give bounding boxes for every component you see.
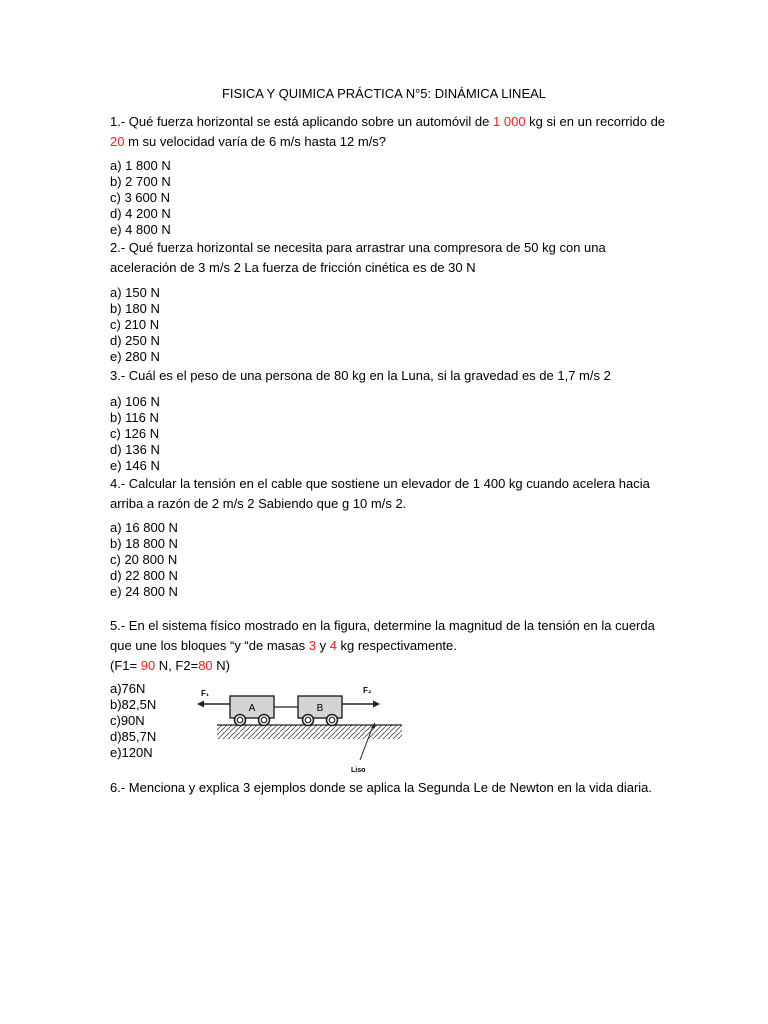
wheel-icon bbox=[327, 715, 338, 726]
q3-option: b) 116 N bbox=[110, 410, 159, 425]
q4-option: a) 16 800 N bbox=[110, 520, 178, 535]
q2-option: c) 210 N bbox=[110, 317, 160, 332]
q1-option: d) 4 200 N bbox=[110, 206, 171, 221]
q4-option: c) 20 800 N bbox=[110, 552, 178, 567]
q2-option: e) 280 N bbox=[110, 349, 160, 364]
q5-option: c)90N bbox=[110, 713, 145, 728]
q5-options bbox=[110, 681, 156, 761]
q3-option: a) 106 N bbox=[110, 394, 160, 409]
question-4: 4.- Calcular la tensión en el cable que sostiene un elevador de 1 400 kg cuando acelera hacia arriba a razón de 2 m/s 2 Sabiendo que g 10 m/s 2. bbox=[110, 476, 650, 511]
q5-option: e)120N bbox=[110, 745, 153, 760]
q3-option: d) 136 N bbox=[110, 442, 160, 457]
q5-f1-value: 90 bbox=[140, 658, 156, 673]
q3-options bbox=[110, 394, 160, 474]
q2-option: a) 150 N bbox=[110, 285, 160, 300]
q5-text-1: 5.- En el sistema físico mostrado en la figura, determine la magnitud de la tensión en la cuerda que une los bloques “y “de masas bbox=[110, 618, 655, 653]
question-2: 2.- Qué fuerza horizontal se necesita para arrastrar una compresora de 50 kg con una aceleración de 3 m/s 2 La fuerza de fricción cinética es de 30 N bbox=[110, 240, 606, 275]
question-6: 6.- Menciona y explica 3 ejemplos donde se aplica la Segunda Le de Newton en la vida diaria. bbox=[110, 780, 653, 795]
q1-text-2: kg si en un recorrido de bbox=[525, 114, 666, 129]
page-title: FISICA Y QUIMICA PRÁCTICA N°5: DINÁMICA LINEAL bbox=[221, 86, 547, 101]
question-3: 3.- Cuál es el peso de una persona de 80 kg en la Luna, si la gravedad es de 1,7 m/s 2 bbox=[110, 368, 611, 383]
arrow-left-icon bbox=[197, 701, 204, 708]
surface-label: Liso bbox=[351, 767, 366, 774]
q5-text-3: kg respectivamente. bbox=[336, 638, 457, 653]
cart-b-label: B bbox=[316, 703, 324, 714]
q5-f-suffix: N) bbox=[212, 658, 230, 673]
force-f2-label: F₂ bbox=[363, 686, 372, 695]
q5-option: a)76N bbox=[110, 681, 146, 696]
force-f1-label: F₁ bbox=[201, 689, 210, 698]
wheel-icon bbox=[259, 715, 270, 726]
q1-option: b) 2 700 N bbox=[110, 174, 171, 189]
q1-option: c) 3 600 N bbox=[110, 190, 170, 205]
q5-mass-a: 3 bbox=[308, 638, 316, 653]
q1-text-3: m su velocidad varía de 6 m/s hasta 12 m/s? bbox=[124, 134, 387, 149]
q1-option: e) 4 800 N bbox=[110, 222, 171, 237]
q5-mass-b: 4 bbox=[329, 638, 337, 653]
q5-option: b)82,5N bbox=[110, 697, 157, 712]
q4-option: b) 18 800 N bbox=[110, 536, 178, 551]
q1-text-1: 1.- Qué fuerza horizontal se está aplicando sobre un automóvil de bbox=[110, 114, 494, 129]
carts-diagram bbox=[195, 682, 405, 782]
q5-option: d)85,7N bbox=[110, 729, 157, 744]
q2-options bbox=[110, 285, 160, 365]
q1-options bbox=[110, 158, 171, 238]
q4-options bbox=[110, 520, 178, 600]
cart-a-label: A bbox=[248, 703, 256, 714]
wheel-icon bbox=[303, 715, 314, 726]
q2-option: b) 180 N bbox=[110, 301, 160, 316]
arrow-right-icon bbox=[373, 701, 380, 708]
q1-option: a) 1 800 N bbox=[110, 158, 171, 173]
question-1 bbox=[110, 112, 670, 152]
q5-text-2: y bbox=[315, 638, 330, 653]
q5-f1-prefix: (F1= bbox=[110, 658, 141, 673]
q3-option: e) 146 N bbox=[110, 458, 160, 473]
q4-option: d) 22 800 N bbox=[110, 568, 178, 583]
q5-f2-value: 80 bbox=[198, 658, 213, 673]
q4-option: e) 24 800 N bbox=[110, 584, 178, 599]
q3-option: c) 126 N bbox=[110, 426, 160, 441]
wheel-icon bbox=[235, 715, 246, 726]
q1-mass-value: 1 000 bbox=[493, 114, 526, 129]
q5-f2-prefix: N, F2= bbox=[155, 658, 199, 673]
q2-option: d) 250 N bbox=[110, 333, 160, 348]
question-5 bbox=[110, 616, 670, 676]
q1-distance-value: 20 bbox=[110, 134, 125, 149]
